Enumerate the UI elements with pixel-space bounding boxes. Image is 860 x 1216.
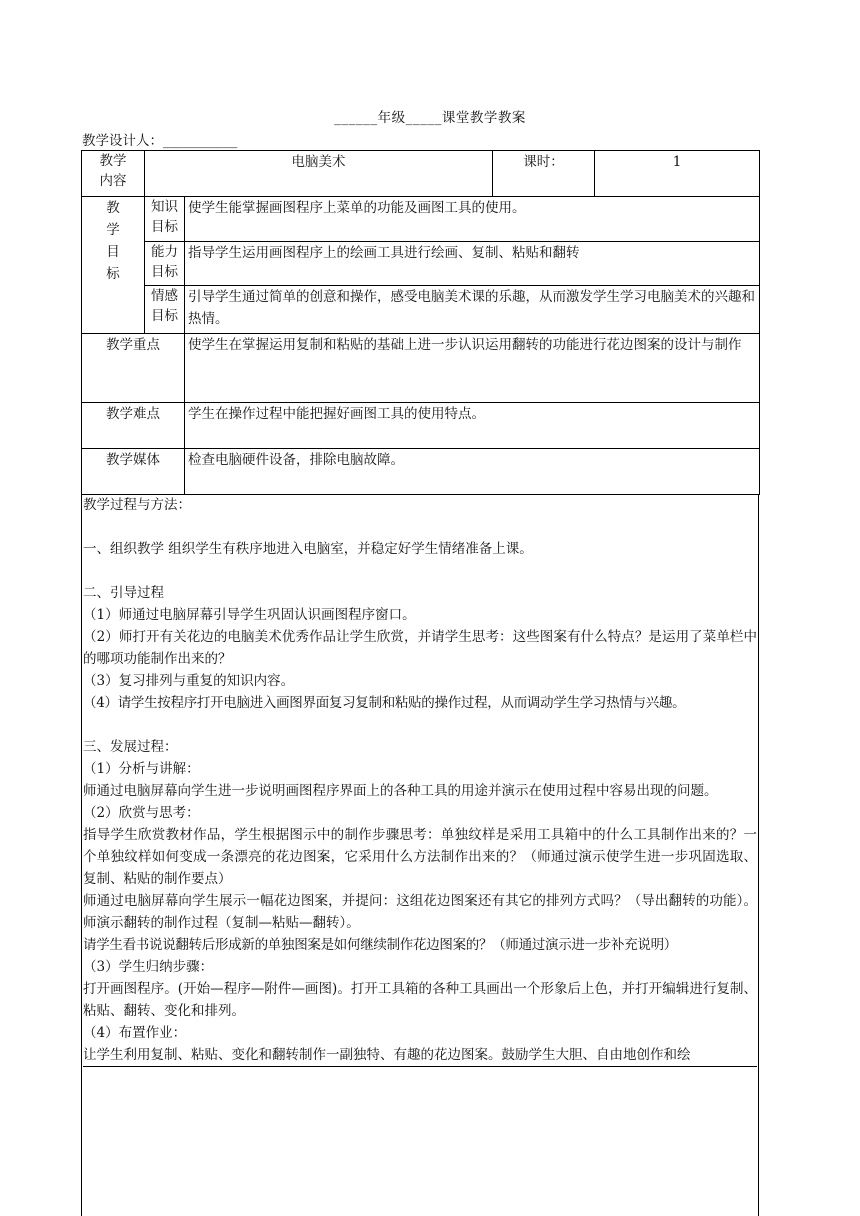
develop-line: （1）分析与讲解： <box>83 761 200 777</box>
section-organize: 一、组织教学 组织学生有秩序地进入电脑室，并稳定好学生情绪准备上课。 <box>83 541 533 557</box>
key-point-text: 使学生在掌握运用复制和粘贴的基础上进一步认识运用翻转的功能进行花边图案的设计与制作 <box>185 334 760 403</box>
develop-line: 打开画图程序。(开始—程序—附件—画图)。打开工具箱的各种工具画出一个形象后上色，并打开编辑进行复制、粘贴、翻转、变化和排列。 <box>83 981 757 1019</box>
guide-item: （1）师通过电脑屏幕引导学生巩固认识画图程序窗口。 <box>83 607 416 623</box>
process-heading: 教学过程与方法： <box>83 497 191 513</box>
section-develop-title: 三、发展过程： <box>83 739 178 755</box>
develop-line: 指导学生欣赏教材作品，学生根据图示中的制作步骤思考：单独纹样是采用工具箱中的什么工具制作出来的？一个单独纹样如何变成一条漂亮的花边图案，它采用什么方法制作出来的？（师通过演示使学生进一步巩固选取、复制、粘贴的制作要点） <box>83 827 757 887</box>
hours-label: 课时： <box>493 151 595 197</box>
difficulty-label: 教学难点 <box>82 403 185 449</box>
guide-item: （4）请学生按程序打开电脑进入画图界面复习复制和粘贴的操作过程，从而调动学生学习热情与兴趣。 <box>83 695 686 711</box>
goal-label-emotion: 情感 目标 <box>145 286 185 334</box>
goal-label-ability: 能力 目标 <box>145 242 185 286</box>
goal-text-ability: 指导学生运用画图程序上的绘画工具进行绘画、复制、粘贴和翻转 <box>185 242 760 286</box>
develop-line: （2）欣赏与思考： <box>83 805 200 821</box>
lesson-info-table <box>81 150 760 495</box>
media-label: 教学媒体 <box>82 449 185 495</box>
key-point-label: 教学重点 <box>82 334 185 403</box>
goal-text-knowledge: 使学生能掌握画图程序上菜单的功能及画图工具的使用。 <box>185 197 760 242</box>
difficulty-text: 学生在操作过程中能把握好画图工具的使用特点。 <box>185 403 760 449</box>
guide-item: （2）师打开有关花边的电脑美术优秀作品让学生欣赏，并请学生思考：这些图案有什么特点？是运用了菜单栏中的哪项功能制作出来的？ <box>83 629 757 667</box>
hours-value: 1 <box>595 151 760 197</box>
goals-label: 教 学 目 标 <box>82 197 145 334</box>
page-title: ______年级_____课堂教学教案 <box>334 110 526 126</box>
develop-line: 让学生利用复制、粘贴、变化和翻转制作一副独特、有趣的花边图案。鼓励学生大胆、自由地创作和绘 <box>83 1044 757 1067</box>
goal-text-emotion: 引导学生通过简单的创意和操作，感受电脑美术课的乐趣，从而激发学生学习电脑美术的兴趣和热情。 <box>185 286 760 334</box>
content-value: 电脑美术 <box>145 151 493 197</box>
teaching-process-section <box>81 494 759 1216</box>
section-guide-title: 二、引导过程 <box>83 585 164 601</box>
develop-line: 师通过电脑屏幕向学生展示一幅花边图案，并提问：这组花边图案还有其它的排列方式吗？（导出翻转的功能）。师演示翻转的制作过程（复制—粘贴—翻转）。 <box>83 893 757 931</box>
designer-line: 教学设计人：___________ <box>82 133 238 149</box>
content-label: 教学 内容 <box>82 151 145 197</box>
develop-line: 师通过电脑屏幕向学生进一步说明画图程序界面上的各种工具的用途并演示在使用过程中容易出现的问题。 <box>83 783 718 799</box>
develop-line: 请学生看书说说翻转后形成新的单独图案是如何继续制作花边图案的？（师通过演示进一步补充说明） <box>83 937 677 953</box>
develop-line: （3）学生归纳步骤： <box>83 959 214 975</box>
guide-item: （3）复习排列与重复的知识内容。 <box>83 673 295 689</box>
goal-label-knowledge: 知识 目标 <box>145 197 185 242</box>
media-text: 检查电脑硬件设备，排除电脑故障。 <box>185 449 760 495</box>
develop-line: （4）布置作业： <box>83 1025 187 1041</box>
